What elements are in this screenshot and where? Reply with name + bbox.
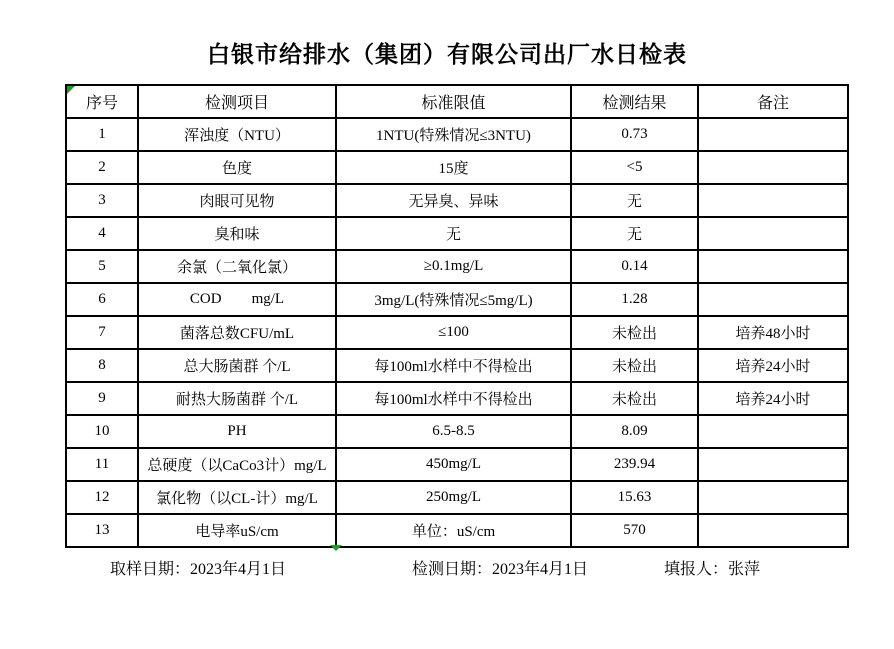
column-header: 序号 [66,85,138,118]
table-body [66,118,848,547]
cell-index: 1 [66,118,138,151]
cell-limit: 450mg/L [336,448,571,481]
cell-result: 1.28 [571,283,698,316]
cell-index: 8 [66,349,138,382]
column-header: 备注 [698,85,848,118]
cell-index: 11 [66,448,138,481]
table-row [66,250,848,283]
test-date-label: 检测日期：2023年4月1日 [412,561,589,578]
cell-limit: 单位：uS/cm [336,514,571,547]
cell-index: 7 [66,316,138,349]
cell-item: 臭和味 [138,217,336,250]
cell-limit: ≤100 [336,316,571,349]
cell-index: 4 [66,217,138,250]
cell-result: 未检出 [571,382,698,415]
cell-result: 570 [571,514,698,547]
cell-result: 未检出 [571,316,698,349]
cell-limit: 250mg/L [336,481,571,514]
table-row [66,382,848,415]
cell-result: <5 [571,151,698,184]
table-row [66,217,848,250]
cell-limit: 无 [336,217,571,250]
table-row [66,481,848,514]
cell-index: 9 [66,382,138,415]
cell-limit: 3mg/L(特殊情况≤5mg/L) [336,283,571,316]
cell-result: 无 [571,217,698,250]
cell-result: 0.14 [571,250,698,283]
cell-result: 15.63 [571,481,698,514]
table-row [66,349,848,382]
cell-item: 菌落总数CFU/mL [138,316,336,349]
cell-limit: 每100ml水样中不得检出 [336,349,571,382]
cell-item: PH [138,415,336,448]
cell-item: 总大肠菌群 个/L [138,349,336,382]
cell-result: 8.09 [571,415,698,448]
table-row [66,151,848,184]
cell-result: 未检出 [571,349,698,382]
cell-index: 3 [66,184,138,217]
table-row [66,184,848,217]
column-header: 检测结果 [571,85,698,118]
table-row [66,415,848,448]
cell-remark: 培养48小时 [698,316,848,349]
cell-index: 10 [66,415,138,448]
cell-index: 5 [66,250,138,283]
page-title: 白银市给排水（集团）有限公司出厂水日检表 [207,41,687,67]
cell-remark [698,250,848,283]
cell-index: 13 [66,514,138,547]
table-row [66,316,848,349]
cell-remark [698,514,848,547]
cell-index: 12 [66,481,138,514]
table-row [66,448,848,481]
cell-remark [698,415,848,448]
column-header: 检测项目 [138,85,336,118]
cell-remark [698,448,848,481]
header-row [66,85,848,118]
cell-limit: 1NTU(特殊情况≤3NTU) [336,118,571,151]
cell-remark [698,481,848,514]
cell-limit: 15度 [336,151,571,184]
cell-limit: 无异臭、异味 [336,184,571,217]
cell-item: 浑浊度（NTU） [138,118,336,151]
column-header: 标准限值 [336,85,571,118]
cell-limit: 每100ml水样中不得检出 [336,382,571,415]
cell-limit: 6.5-8.5 [336,415,571,448]
cell-remark: 培养24小时 [698,382,848,415]
cell-item: 总硬度（以CaCo3计）mg/L [138,448,336,481]
cell-item: 电导率uS/cm [138,514,336,547]
excel-bottom-marker-icon [330,545,342,551]
cell-index: 6 [66,283,138,316]
cell-remark [698,151,848,184]
cell-remark [698,118,848,151]
cell-item: 色度 [138,151,336,184]
table-row [66,118,848,151]
cell-remark: 培养24小时 [698,349,848,382]
cell-result: 239.94 [571,448,698,481]
cell-result: 0.73 [571,118,698,151]
cell-item: 耐热大肠菌群 个/L [138,382,336,415]
cell-item: 氯化物（以CL-计）mg/L [138,481,336,514]
cell-limit: ≥0.1mg/L [336,250,571,283]
cell-remark [698,184,848,217]
inspection-table [65,84,849,548]
cell-item: 肉眼可见物 [138,184,336,217]
cell-result: 无 [571,184,698,217]
cell-index: 2 [66,151,138,184]
sampling-date-label: 取样日期：2023年4月1日 [110,561,287,578]
cell-remark [698,217,848,250]
cell-remark [698,283,848,316]
table-row [66,283,848,316]
cell-item: 余氯（二氧化氯） [138,250,336,283]
cell-item: COD mg/L [138,283,336,316]
table-row [66,514,848,547]
reporter-label: 填报人：张萍 [664,561,761,578]
